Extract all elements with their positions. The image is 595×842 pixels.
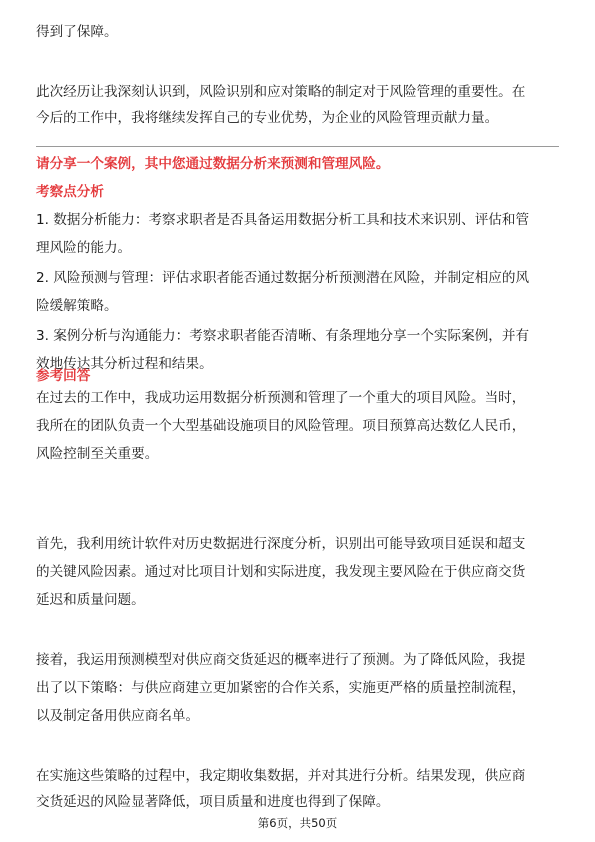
analysis-line: 效地传达其分析过程和结果。 xyxy=(36,356,213,372)
analysis-line: 3. 案例分析与沟通能力：考察求职者能否清晰、有条理地分享一个实际案例，并有 xyxy=(36,328,530,344)
answer-heading: 参考回答 xyxy=(36,368,91,384)
answer-line: 在过去的工作中，我成功运用数据分析预测和管理了一个重大的项目风险。当时， xyxy=(36,390,526,406)
answer-line: 接着，我运用预测模型对供应商交货延迟的概率进行了预测。为了降低风险，我提 xyxy=(36,652,526,668)
answer-line: 出了以下策略：与供应商建立更加紧密的合作关系，实施更严格的质量控制流程， xyxy=(36,680,526,696)
answer-line: 的关键风险因素。通过对比项目计划和实际进度，我发现主要风险在于供应商交货 xyxy=(36,564,526,580)
answer-line: 在实施这些策略的过程中，我定期收集数据，并对其进行分析。结果发现，供应商 xyxy=(36,768,526,784)
answer-line: 风险控制至关重要。 xyxy=(36,446,159,462)
answer-line: 交货延迟的风险显著降低，项目质量和进度也得到了保障。 xyxy=(36,794,390,810)
answer-line: 我所在的团队负责一个大型基础设施项目的风险管理。项目预算高达数亿人民币， xyxy=(36,418,526,434)
question-heading: 请分享一个案例，其中您通过数据分析来预测和管理风险。 xyxy=(36,156,390,172)
analysis-line: 险缓解策略。 xyxy=(36,298,118,314)
intro-line: 此次经历让我深刻认识到，风险识别和应对策略的制定对于风险管理的重要性。在 xyxy=(36,84,526,100)
analysis-line: 理风险的能力。 xyxy=(36,240,132,256)
analysis-heading: 考察点分析 xyxy=(36,184,104,200)
answer-line: 延迟和质量问题。 xyxy=(36,592,145,608)
analysis-line: 1. 数据分析能力：考察求职者是否具备运用数据分析工具和技术来识别、评估和管 xyxy=(36,212,530,228)
section-divider xyxy=(36,146,559,147)
page-number: 第6页，共50页 xyxy=(257,816,338,830)
answer-line: 以及制定备用供应商名单。 xyxy=(36,708,200,724)
intro-line: 得到了保障。 xyxy=(36,24,118,40)
answer-line: 首先，我利用统计软件对历史数据进行深度分析，识别出可能导致项目延误和超支 xyxy=(36,536,526,552)
analysis-line: 2. 风险预测与管理：评估求职者能否通过数据分析预测潜在风险，并制定相应的风 xyxy=(36,270,530,286)
intro-line: 今后的工作中，我将继续发挥自己的专业优势，为企业的风险管理贡献力量。 xyxy=(36,110,499,126)
